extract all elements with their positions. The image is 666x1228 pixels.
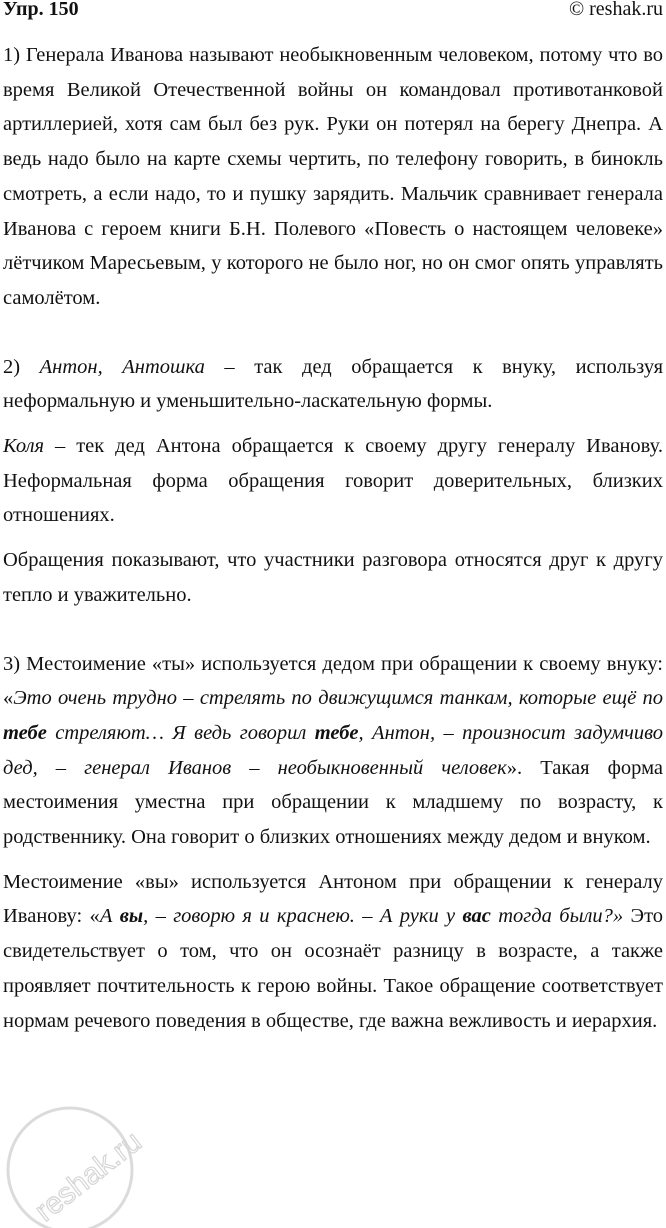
answer-3b-quote-part3: тогда были?» — [490, 905, 624, 928]
page-header — [0, 0, 666, 26]
answer-3-quote-part1: Это очень трудно – стрелять по движущимся танкам, которые ещё по — [13, 687, 663, 710]
answer-2b-text: – тек дед Антона обращается к своему другу генералу Иванову. Неформальная форма обращения говорит доверительных, близких отношениях. — [3, 435, 663, 527]
answer-paragraph-2b — [3, 429, 663, 533]
reshak-watermark — [0, 1100, 150, 1228]
answer-2-names: Антон, Антошка — [39, 355, 205, 378]
answer-paragraph-3b — [3, 865, 663, 1039]
answer-3-quote-part2: стреляют… Я ведь говорил — [46, 721, 315, 744]
answer-paragraph-3 — [3, 647, 663, 855]
answer-3-intro: 3) Местоимение «ты» используется дедом при обращении к своему внуку: « — [3, 652, 663, 710]
answer-3-pronoun-2: тебе — [314, 721, 359, 744]
answer-3-text: ». Такая форма местоимения уместна при обращении к младшему по возрасту, к родственнику. Она говорит о близких отношениях между дедом и внуком. — [3, 756, 664, 849]
answer-2b-name: Коля — [3, 435, 45, 458]
answer-3b-pronoun-1: вы — [119, 905, 144, 928]
answer-2-lead: 2) — [3, 355, 40, 378]
answer-paragraph-2 — [3, 350, 663, 419]
watermark-text: reshak.ru — [29, 1125, 148, 1228]
exercise-title: Упр. 150 — [3, 0, 79, 20]
answer-content — [3, 38, 663, 1038]
answer-2c-text: Обращения показывают, что участники разговора относятся друг к другу тепло и уважительно. — [3, 549, 663, 606]
answer-3b-pronoun-2: вас — [462, 905, 491, 928]
answer-3b-intro: Местоимение «вы» используется Антоном при обращении к генералу Иванову: « — [3, 870, 663, 928]
answer-3b-text: Это свидетельствует о том, что он осознаёт разницу в возрасте, а также проявляет почтительность к герою войны. Такое обращение соответствует нормам речевого поведения в обществе, где важна вежливость и иерархия. — [3, 905, 664, 1032]
answer-3-quote-part3: , Антон, – произносит задумчиво дед, – генерал Иванов – необыкновенный человек — [3, 721, 664, 779]
answer-3b-quote-part1: А — [99, 905, 120, 928]
answer-1-text: 1) Генерала Иванова называют необыкновенным человеком, потому что во время Великой Отечественной войны он командовал противотанковой артиллерией, хотя сам был без рук. Руки он потерял на берегу Днепра. А ведь надо было на карте схемы чертить, по телефону говорить, в бинокль смотреть, а если надо, то и пушку зарядить. Мальчик сравнивает генерала Иванова с героем книги Б.Н. Полевого «Повесть о настоящем человеке» лётчиком Маресьевым, у которого не было ног, но он смог опять управлять самолётом. — [3, 44, 663, 309]
site-copyright: © reshak.ru — [568, 0, 663, 20]
answer-paragraph-2c — [3, 543, 663, 612]
answer-paragraph-1 — [3, 38, 663, 316]
answer-3b-quote-part2: , – говорю я и краснею. – А руки у — [143, 905, 463, 928]
watermark-circle-icon — [8, 1108, 132, 1228]
answer-3-pronoun-1: тебе — [3, 721, 47, 744]
answer-2-text: – так дед обращается к внуку, используя неформальную и уменьшительно-ласкательную формы. — [3, 355, 664, 413]
